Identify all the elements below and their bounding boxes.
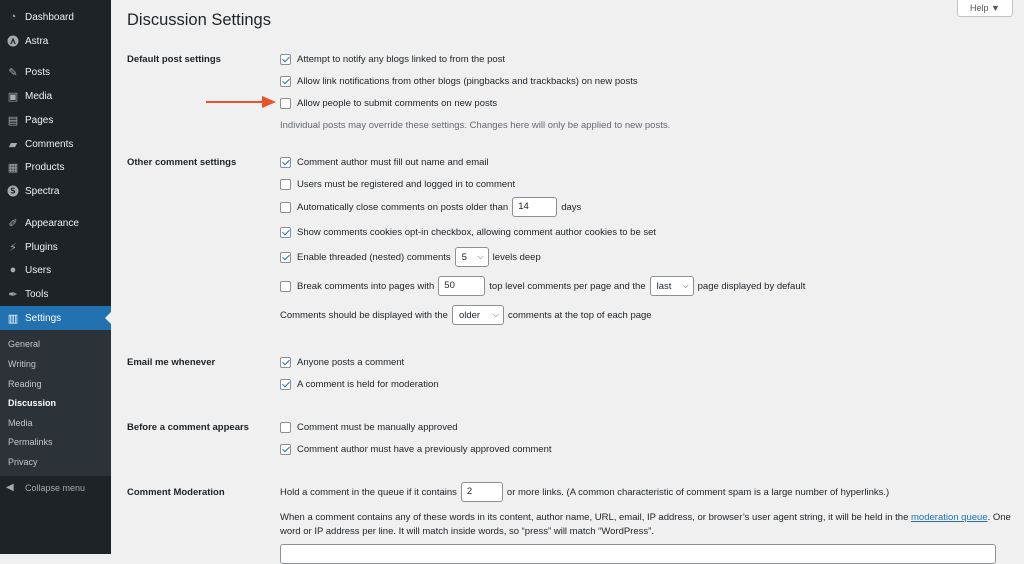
prev-approved-checkbox[interactable]: [280, 444, 291, 455]
sidebar-item-tools[interactable]: [0, 282, 111, 306]
collapse-icon: ◀: [6, 482, 14, 493]
option-email-held: [280, 379, 439, 390]
comments-per-page-input[interactable]: 50: [438, 276, 485, 296]
chevron-down-icon: ⌵: [477, 252, 484, 261]
sidebar-item-label: Plugins: [25, 241, 58, 253]
option-label: Comment must be manually approved: [297, 422, 458, 433]
spectra-icon: [6, 184, 20, 198]
option-label: Break comments into pages with: [297, 280, 435, 292]
moderation-keys-textarea[interactable]: [280, 544, 996, 564]
sidebar-item-label: Astra: [25, 35, 49, 47]
admin-sidebar: [0, 0, 111, 554]
auto-close-checkbox[interactable]: [280, 202, 291, 213]
sidebar-item-label: Settings: [25, 312, 62, 324]
sidebar-item-label: Dashboard: [25, 11, 74, 23]
close-days-input[interactable]: 14: [512, 197, 557, 217]
sidebar-item-pages[interactable]: [0, 108, 111, 132]
option-label: Show comments cookies opt-in checkbox, allowing comment author cookies to be set: [297, 227, 657, 238]
moderation-text-suffix: . One word or IP address per line. It will match inside words, so “press” will match “WordPress”.: [280, 512, 1011, 537]
submenu-item-permalinks[interactable]: Permalinks: [8, 437, 53, 447]
manual-approval-checkbox[interactable]: [280, 422, 291, 433]
submenu-item-discussion[interactable]: Discussion: [8, 398, 57, 408]
option-label-suffix: comments at the top of each page: [507, 309, 652, 321]
cookies-optin-checkbox[interactable]: [280, 227, 291, 238]
chevron-down-icon: ⌵: [492, 310, 499, 319]
option-require-name-email: [280, 157, 489, 168]
sidebar-item-label: Users: [25, 264, 52, 276]
help-button[interactable]: Help ▼: [957, 0, 1013, 17]
sidebar-item-label: Appearance: [25, 217, 79, 229]
sidebar-item-users[interactable]: [0, 258, 111, 282]
moderation-queue-link[interactable]: moderation queue: [911, 512, 988, 523]
submenu-item-media[interactable]: Media: [8, 418, 33, 428]
page-title: Discussion Settings: [127, 11, 271, 29]
option-label-mid: top level comments per page and the: [489, 280, 646, 292]
sidebar-item-label: Posts: [25, 66, 51, 78]
sidebar-item-appearance[interactable]: [0, 211, 111, 235]
sidebar-item-dashboard[interactable]: [0, 5, 111, 29]
comments-icon: ▰: [8, 138, 18, 151]
link-limit-input[interactable]: 2: [461, 482, 503, 502]
sidebar-item-label: Pages: [25, 114, 54, 126]
allow-comments-checkbox[interactable]: [280, 98, 291, 109]
option-cookies-optin: [280, 227, 656, 238]
option-auto-close: [280, 197, 581, 217]
notify-blogs-checkbox[interactable]: [280, 54, 291, 65]
section-label-default-post: Default post settings: [127, 54, 221, 65]
paginate-checkbox[interactable]: [280, 281, 291, 292]
option-notify-blogs: [280, 54, 505, 65]
default-page-select[interactable]: [650, 276, 694, 296]
chevron-down-icon: ⌵: [682, 281, 689, 290]
option-label-suffix: page displayed by default: [697, 280, 806, 292]
moderation-text: When a comment contains any of these words in its content, author name, URL, email, IP address, or browser’s user agent string, it will be held in the: [280, 512, 909, 523]
option-comment-order: [280, 305, 652, 325]
sidebar-item-label: Spectra: [25, 185, 60, 197]
users-icon: ●: [9, 264, 17, 276]
brush-icon: ✐: [8, 217, 18, 230]
select-value: last: [656, 280, 672, 292]
sidebar-item-label: Products: [25, 161, 65, 173]
sidebar-item-settings[interactable]: [0, 306, 111, 330]
option-prev-approved: [280, 444, 552, 455]
require-name-email-checkbox[interactable]: [280, 157, 291, 168]
svg-text:S: S: [10, 186, 16, 196]
option-label: Users must be registered and logged in to comment: [297, 179, 516, 190]
option-label: Enable threaded (nested) comments: [297, 251, 451, 263]
sidebar-item-plugins[interactable]: [0, 235, 111, 259]
sidebar-item-astra[interactable]: [0, 29, 111, 53]
option-label: Comments should be displayed with the: [280, 309, 448, 321]
option-pingbacks: [280, 76, 638, 87]
sidebar-item-spectra[interactable]: [0, 179, 111, 203]
sidebar-item-label: Tools: [25, 288, 49, 300]
comment-order-select[interactable]: [452, 305, 504, 325]
option-manual-approval: [280, 422, 458, 433]
option-label-suffix: or more links. (A common characteristic of comment spam is a large number of hyperlinks.): [506, 486, 890, 498]
option-threaded: [280, 247, 541, 267]
email-held-checkbox[interactable]: [280, 379, 291, 390]
submenu-item-reading[interactable]: Reading: [8, 379, 42, 389]
threaded-checkbox[interactable]: [280, 252, 291, 263]
select-value: 5: [461, 251, 467, 263]
collapse-menu-label: Collapse menu: [25, 482, 86, 493]
dashboard-icon: ◔: [9, 11, 17, 23]
settings-submenu: [0, 330, 111, 476]
wrench-icon: ✒: [8, 288, 18, 301]
submenu-item-writing[interactable]: Writing: [8, 359, 36, 369]
option-label-suffix: levels deep: [492, 251, 541, 263]
option-label: Comment author must fill out name and email: [297, 157, 489, 168]
settings-icon: ▥: [7, 312, 19, 325]
products-icon: ▦: [7, 161, 19, 174]
submenu-item-privacy[interactable]: Privacy: [8, 457, 38, 467]
option-label: Anyone posts a comment: [297, 357, 405, 368]
option-label: Automatically close comments on posts older than: [297, 201, 509, 213]
option-link-limit: [280, 482, 889, 502]
registered-users-checkbox[interactable]: [280, 179, 291, 190]
option-label: A comment is held for moderation: [297, 379, 439, 390]
pingbacks-checkbox[interactable]: [280, 76, 291, 87]
option-paginate: [280, 276, 805, 296]
collapse-menu-button[interactable]: [6, 482, 85, 493]
option-registered-users: [280, 179, 515, 190]
option-label: Hold a comment in the queue if it contains: [280, 486, 457, 498]
red-arrow-annotation-icon: [206, 96, 276, 108]
option-label-suffix: days: [561, 201, 582, 213]
section-label-before-appears: Before a comment appears: [127, 422, 249, 433]
media-icon: ▣: [7, 90, 19, 103]
option-label: Attempt to notify any blogs linked to from the post: [297, 54, 506, 65]
default-post-description: Individual posts may override these settings. Changes here will only be applied to new posts.: [280, 120, 671, 131]
pages-icon: ▤: [7, 114, 19, 127]
option-allow-comments: [280, 98, 497, 109]
astra-icon: [6, 34, 20, 48]
sidebar-item-label: Comments: [25, 138, 74, 150]
section-label-email-me: Email me whenever: [127, 357, 216, 368]
option-label: Allow link notifications from other blogs (pingbacks and trackbacks) on new posts: [297, 76, 638, 87]
submenu-item-general[interactable]: General: [8, 339, 41, 349]
plugin-icon: ⚡: [9, 241, 17, 254]
sidebar-item-products[interactable]: [0, 155, 111, 179]
sidebar-item-label: Media: [25, 90, 53, 102]
option-label: Allow people to submit comments on new posts: [297, 98, 498, 109]
section-label-other-comment: Other comment settings: [127, 157, 237, 168]
pin-icon: ✎: [8, 66, 18, 79]
select-value: older: [458, 309, 481, 321]
sidebar-item-posts[interactable]: [0, 60, 111, 84]
sidebar-item-comments[interactable]: [0, 132, 111, 156]
moderation-description: [280, 511, 1020, 539]
email-anyone-posts-checkbox[interactable]: [280, 357, 291, 368]
option-label: Comment author must have a previously approved comment: [297, 444, 552, 455]
section-label-moderation: Comment Moderation: [127, 487, 225, 498]
sidebar-item-media[interactable]: [0, 84, 111, 108]
option-email-anyone-posts: [280, 357, 404, 368]
thread-depth-select[interactable]: [455, 247, 489, 267]
